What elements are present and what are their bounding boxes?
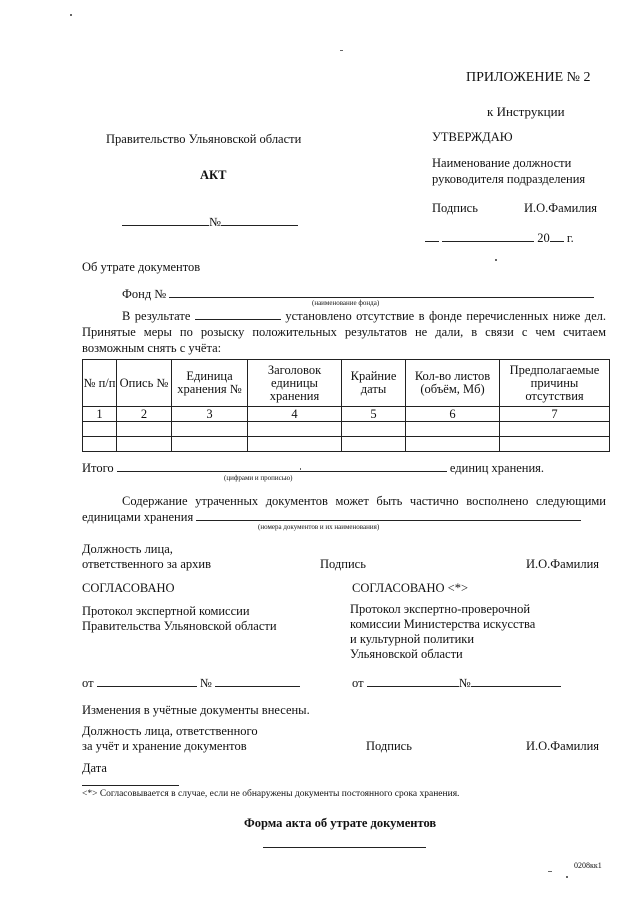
archive-position-line2: ответственного за архив xyxy=(82,557,211,571)
table-header-row xyxy=(83,360,610,407)
agreed-right-line1: Протокол экспертно-проверочной xyxy=(350,602,531,616)
itogo-label: Итого xyxy=(82,461,114,475)
from-label: от xyxy=(352,676,364,690)
agreed-left-line2: Правительства Ульяновской области xyxy=(82,619,277,633)
fond-caption: (наименование фонда) xyxy=(312,299,380,307)
footnote-divider xyxy=(82,785,179,786)
act-title: АКТ xyxy=(200,168,227,182)
date-label: Дата xyxy=(82,761,107,775)
col-header: Кол-во листов (объём, Мб) xyxy=(406,360,500,407)
agreed-left-title: СОГЛАСОВАНО xyxy=(82,581,175,595)
col-header: Крайние даты xyxy=(342,360,406,407)
col-header: Единица хранения № xyxy=(172,360,248,407)
itogo-caption: (цифрами и прописью) xyxy=(224,474,293,482)
agreed-right-line2: комиссии Министерства искусства xyxy=(350,617,536,631)
approve-date-line xyxy=(425,230,574,246)
column-number: 5 xyxy=(342,407,406,422)
table-row xyxy=(83,437,610,452)
approver-name: И.О.Фамилия xyxy=(524,201,598,215)
archive-signature: Подпись xyxy=(320,557,366,571)
restore-text: Содержание утраченных документов может быть частично восполнено следующими единицами хранения xyxy=(82,494,606,524)
intro-part1: В результате xyxy=(122,309,191,323)
intro-paragraph xyxy=(82,308,606,356)
act-number-line xyxy=(122,214,298,230)
number-sign: № xyxy=(199,676,212,690)
column-number: 2 xyxy=(117,407,172,422)
year-suffix: г. xyxy=(566,231,574,245)
agreed-left-date-line xyxy=(82,675,300,691)
page-code: 0208кк1 xyxy=(574,861,602,870)
itogo-suffix: единиц хранения. xyxy=(449,461,545,475)
documents-table xyxy=(82,359,610,452)
to-instruction: к Инструкции xyxy=(487,104,565,119)
storage-position-line2: за учёт и хранение документов xyxy=(82,739,247,753)
archive-name: И.О.Фамилия xyxy=(526,557,600,571)
agreed-right-title: СОГЛАСОВАНО <*> xyxy=(352,581,469,595)
number-sign: № xyxy=(209,215,221,229)
column-number: 3 xyxy=(172,407,248,422)
agreed-right-line4: Ульяновской области xyxy=(350,647,463,661)
column-number: 4 xyxy=(248,407,342,422)
form-title-rule xyxy=(263,847,426,848)
appendix-title: ПРИЛОЖЕНИЕ № 2 xyxy=(466,70,591,85)
year-prefix: 20 xyxy=(537,231,550,245)
col-header: Заголовок единицы хранения xyxy=(248,360,342,407)
agreed-left-line1: Протокол экспертной комиссии xyxy=(82,604,250,618)
column-number: 7 xyxy=(500,407,610,422)
approver-position-line1: Наименование должности xyxy=(432,156,572,170)
itogo-line xyxy=(82,460,544,476)
table-number-row xyxy=(83,407,610,422)
changes-note: Изменения в учётные документы внесены. xyxy=(82,703,310,717)
col-header: № п/п xyxy=(83,360,117,407)
table-row xyxy=(83,422,610,437)
agreed-right-line3: и культурной политики xyxy=(350,632,475,646)
approver-position-line2: руководителя подразделения xyxy=(432,172,586,186)
approve-label: УТВЕРЖДАЮ xyxy=(432,130,513,144)
from-label: от xyxy=(82,676,94,690)
form-title: Форма акта об утрате документов xyxy=(244,816,437,830)
storage-position-line1: Должность лица, ответственного xyxy=(82,724,258,738)
government-name: Правительство Ульяновской области xyxy=(106,132,302,146)
agreed-right-date-line xyxy=(352,675,561,691)
col-header: Опись № xyxy=(117,360,172,407)
footnote: <*> Согласовывается в случае, если не обнаружены документы постоянного срока хранения. xyxy=(82,789,460,799)
approver-signature: Подпись xyxy=(432,201,478,215)
fond-label: Фонд № xyxy=(122,287,167,301)
storage-name: И.О.Фамилия xyxy=(526,739,600,753)
restore-caption: (номера документов и их наименования) xyxy=(258,523,380,531)
col-header: Предполагаемые причины отсутствия xyxy=(500,360,610,407)
restore-paragraph xyxy=(82,493,606,525)
column-number: 6 xyxy=(406,407,500,422)
archive-position-line1: Должность лица, xyxy=(82,542,173,556)
number-sign: № xyxy=(458,676,471,690)
intro-part2: установлено отсутствие в фонде перечисленных ниже дел. Принятые меры по розыску положительных результатов не дали, в связи с чем считаем возможным снять с учёта: xyxy=(82,309,607,355)
act-subject: Об утрате документов xyxy=(82,260,201,274)
column-number: 1 xyxy=(83,407,117,422)
storage-signature: Подпись xyxy=(366,739,412,753)
